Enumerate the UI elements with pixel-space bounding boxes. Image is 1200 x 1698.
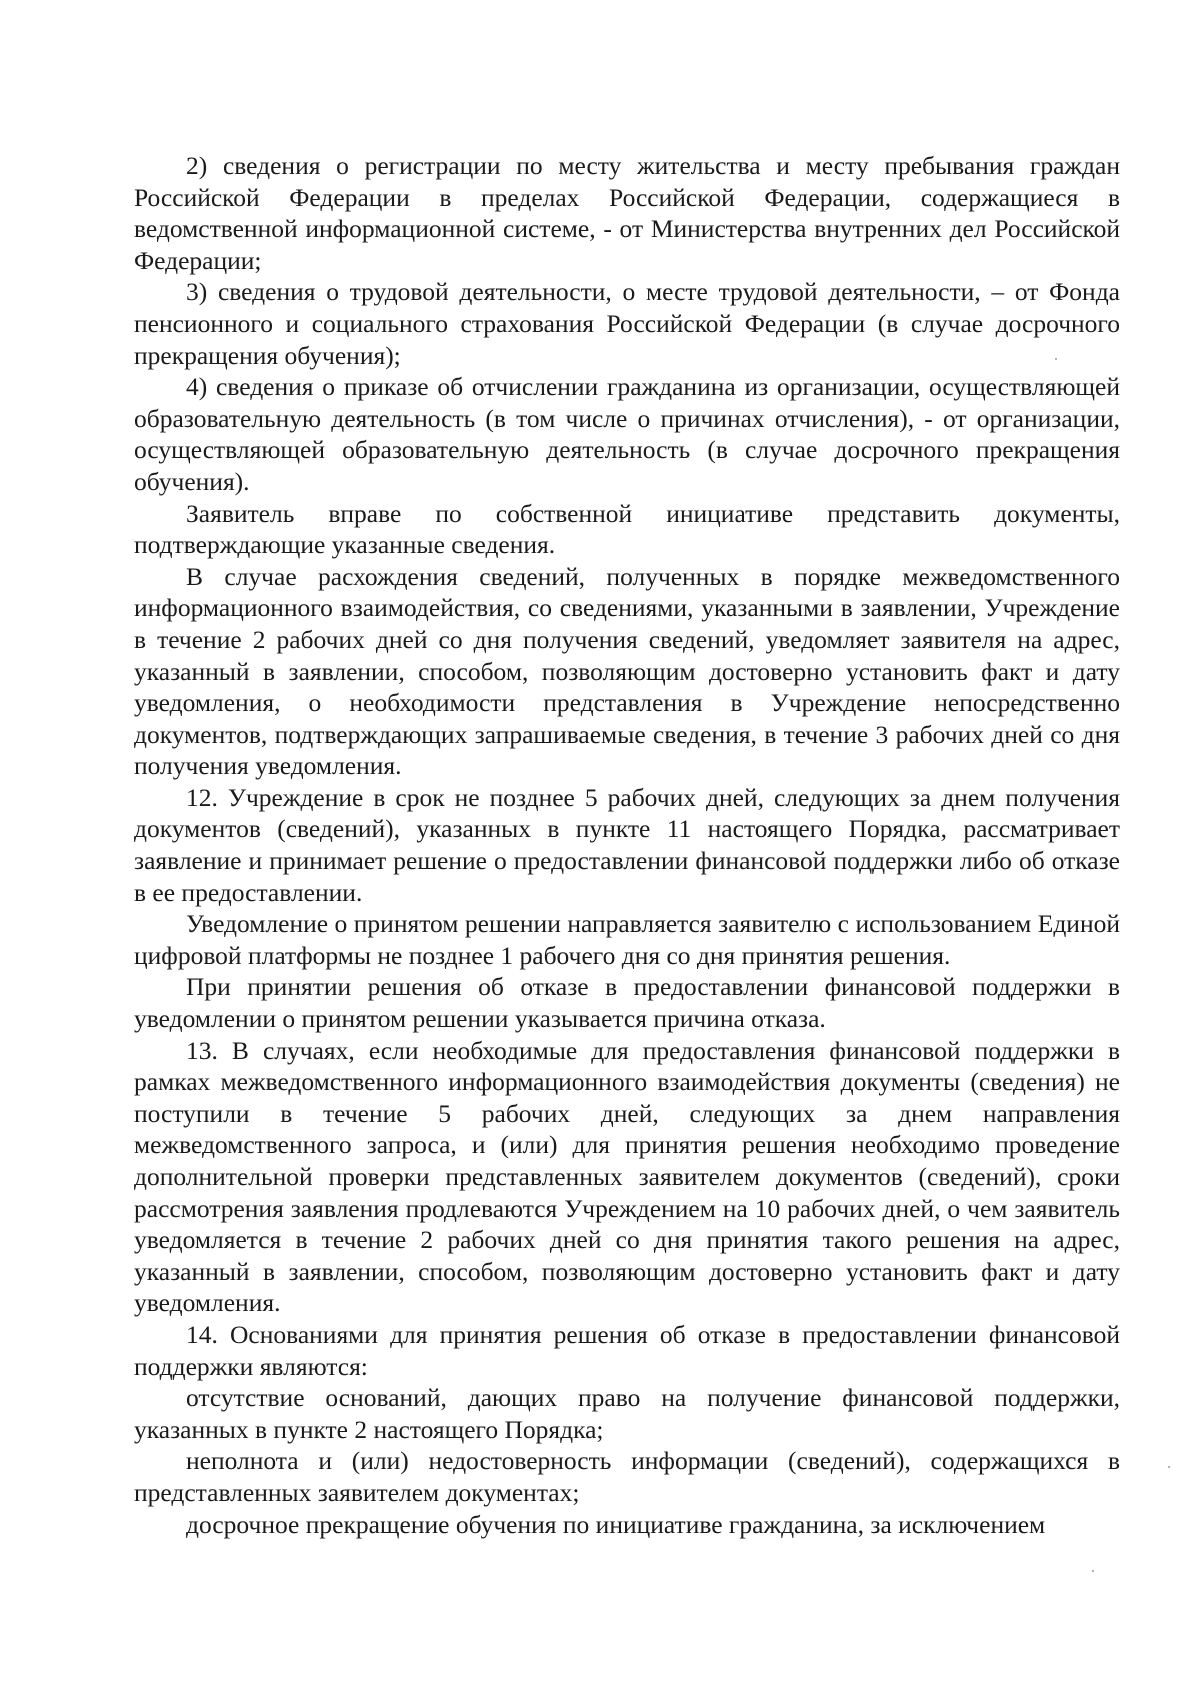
paragraph-applicant-right: Заявитель вправе по собственной инициативе представить документы, подтверждающие указанные сведения. (134, 498, 1120, 560)
paragraph-notification: Уведомление о принятом решении направляется заявителю с использованием Единой цифровой платформы не позднее 1 рабочего дня со дня принятия решения. (134, 909, 1120, 970)
scan-speck (1092, 1570, 1094, 1572)
paragraph-clause-14: 14. Основаниями для принятия решения об отказе в предоставлении финансовой поддержки являются: (134, 1319, 1120, 1381)
paragraph-refusal-ground-3: досрочное прекращение обучения по инициативе гражданина, за исключением (186, 1509, 1046, 1539)
paragraph-item-4-expulsion: 4) сведения о приказе об отчислении гражданина из организации, осуществляющей образовательную деятельность (в том числе о причинах отчисления), - от организации, осуществляющей образовательную деятельность (в случае досрочного прекращения обучения). (134, 372, 1120, 496)
paragraph-refusal-ground-1: отсутствие оснований, дающих право на получение финансовой поддержки, указанных в пункте 2 настоящего Порядка; (134, 1383, 1120, 1444)
paragraph-discrepancy: В случае расхождения сведений, полученных в порядке межведомственного информационного взаимодействия, со сведениями, указанными в заявлении, Учреждение в течение 2 рабочих дней со дня получения сведений, уведомляет заявителя на адрес, указанный в заявлении, способом, позволяющим достоверно установить факт и дату уведомления, о необходимости представления в Учреждение непосредственно документов, подтверждающих запрашиваемые сведения, в течение 3 рабочих дней со дня получения уведомления. (134, 561, 1120, 781)
document-body (134, 150, 1120, 1540)
paragraph-refusal-ground-2: неполнота и (или) недостоверность информации (сведений), содержащихся в представленных заявителем документах; (134, 1446, 1120, 1507)
scan-speck (1055, 358, 1057, 360)
paragraph-item-3-employment: 3) сведения о трудовой деятельности, о месте трудовой деятельности, – от Фонда пенсионного и социального страхования Российской Федерации (в случае досрочного прекращения обучения); (134, 277, 1120, 370)
paragraph-clause-13: 13. В случаях, если необходимые для предоставления финансовой поддержки в рамках межведомственного информационного взаимодействия документы (сведения) не поступили в течение 5 рабочих дней, следующих за днем направления межведомственного запроса, и (или) для принятия решения необходимо проведение дополнительной проверки представленных заявителем документов (сведений), сроки рассмотрения заявления продлеваются Учреждением на 10 рабочих дней, о чем заявитель уведомляется в течение 2 рабочих дней со дня принятия такого решения на адрес, указанный в заявлении, способом, позволяющим достоверно установить факт и дату уведомления. (134, 1035, 1120, 1318)
scan-speck (1168, 1466, 1170, 1468)
paragraph-refusal-reason: При принятии решения об отказе в предоставлении финансовой поддержки в уведомлении о принятом решении указывается причина отказа. (134, 972, 1120, 1034)
paragraph-clause-12: 12. Учреждение в срок не позднее 5 рабочих дней, следующих за днем получения документов (сведений), указанных в пункте 11 настоящего Порядка, рассматривает заявление и принимает решение о предоставлении финансовой поддержки либо об отказе в ее предоставлении. (134, 782, 1120, 907)
paragraph-item-2-registration: 2) сведения о регистрации по месту жительства и месту пребывания граждан Российской Федерации в пределах Российской Федерации, содержащиеся в ведомственной информационной системе, - от Министерства внутренних дел Российской Федерации; (134, 151, 1120, 275)
